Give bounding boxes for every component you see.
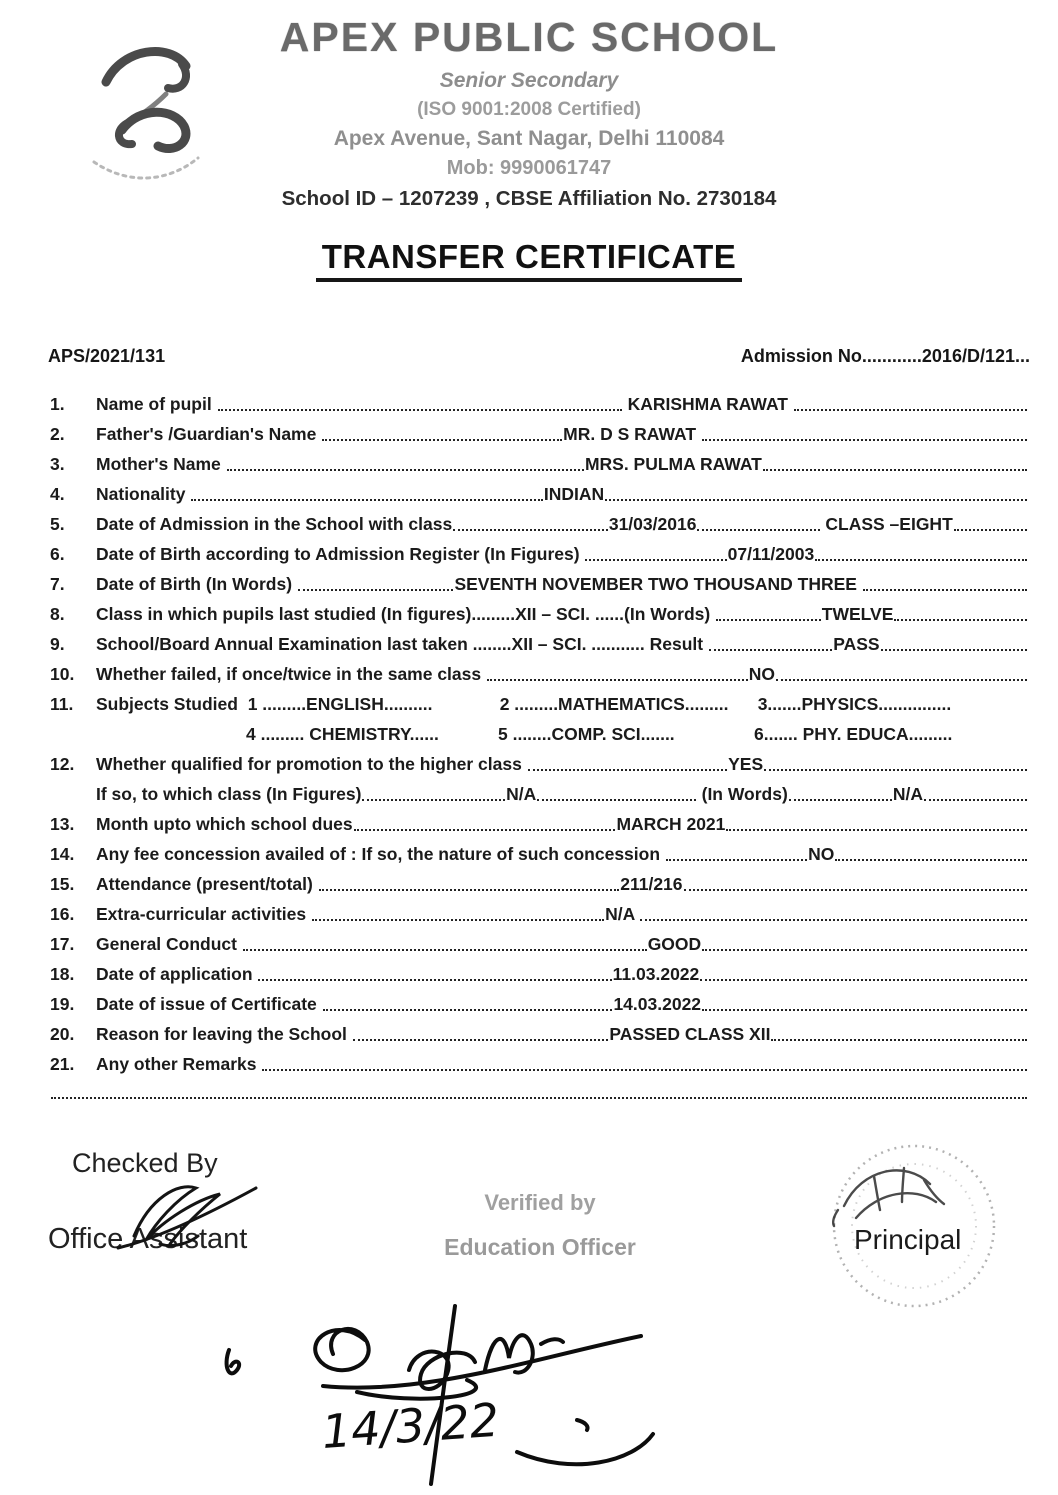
line-content [96, 573, 1028, 595]
line-text: SEVENTH NOVEMBER TWO THOUSAND THREE [454, 574, 862, 594]
certificate-line-18 [50, 963, 1028, 985]
header [0, 0, 1058, 211]
dotted-leader [776, 679, 1027, 681]
certificate-items [28, 393, 1030, 1103]
line-text: PASS [833, 634, 880, 654]
dotted-leader [709, 649, 832, 651]
line-content [96, 513, 1028, 535]
dotted-leader [702, 1009, 1027, 1011]
dotted-leader [815, 559, 1027, 561]
title-wrap [0, 238, 1058, 282]
dotted-leader [764, 769, 1027, 771]
education-officer-label: Education Officer [444, 1234, 636, 1260]
dotted-leader [262, 1069, 1027, 1071]
line-text: CLASS –EIGHT [820, 514, 953, 534]
dotted-leader [537, 799, 696, 801]
dotted-leader [319, 889, 620, 891]
dotted-leader [716, 619, 821, 621]
dotted-leader [227, 469, 584, 471]
line-text: INDIAN [543, 484, 605, 504]
line-text: Date of application [96, 964, 258, 984]
school-name: APEX PUBLIC SCHOOL [279, 14, 779, 60]
certificate-line-9 [50, 633, 1028, 655]
line-text: 31/03/2016 [608, 514, 697, 534]
line-number: 15. [50, 874, 75, 894]
line-number: 19. [50, 994, 75, 1014]
line-text: Father's /Guardian's Name [96, 424, 322, 444]
line-text: Date of Birth (In Words) [96, 574, 297, 594]
certificate-line-10 [50, 663, 1028, 685]
line-text: Extra-curricular activities [96, 904, 311, 924]
line-number: 17. [50, 934, 75, 954]
line-number: 7. [50, 574, 65, 594]
dotted-leader [312, 919, 604, 921]
school-logo-icon [82, 34, 210, 184]
line-content [96, 843, 1028, 865]
line-text: MARCH 2021 [616, 814, 726, 834]
certificate-line-4 [50, 483, 1028, 505]
line-number: 9. [50, 634, 65, 654]
dotted-leader [700, 979, 1027, 981]
certificate-line-5 [50, 513, 1028, 535]
dotted-leader [487, 679, 748, 681]
school-address: Apex Avenue, Sant Nagar, Delhi 110084 [333, 127, 725, 150]
reference-number: APS/2021/131 [48, 346, 166, 366]
certificate-line-13 [50, 813, 1028, 835]
line-content [96, 483, 1028, 505]
dotted-leader [362, 799, 505, 801]
line-text: Date of Birth according to Admission Register (In Figures) [96, 544, 585, 564]
principal-block [778, 1140, 1044, 1320]
verified-by-label: Verified by [484, 1190, 596, 1215]
line-text: Reason for leaving the School [96, 1024, 352, 1044]
line-number: 14. [50, 844, 75, 864]
dotted-leader [322, 439, 562, 441]
line-number: 3. [50, 454, 65, 474]
main-signature-icon [205, 1300, 685, 1492]
line-text: Name of pupil [96, 394, 217, 414]
dotted-leader [771, 1039, 1027, 1041]
signature-date: 14/3/22 [320, 1392, 501, 1459]
certificate-line-7 [50, 573, 1028, 595]
checked-by-block [48, 1148, 247, 1256]
line-number: 10. [50, 664, 75, 684]
line-text: School/Board Annual Examination last taken ........XII – SCI. ........... Result [96, 634, 708, 654]
document-title: TRANSFER CERTIFICATE [316, 238, 743, 282]
line-text: 211/216 [620, 874, 683, 894]
line-text: N/A [605, 904, 640, 924]
line-text: GOOD [647, 934, 702, 954]
checked-by-label: Checked By [72, 1148, 218, 1178]
dotted-leader [640, 919, 1027, 921]
certificate-line-21 [50, 1053, 1028, 1075]
dotted-leader [702, 439, 1027, 441]
dotted-leader [585, 559, 726, 561]
verified-by-block [420, 1190, 660, 1261]
dotted-leader [528, 769, 727, 771]
line-text: Date of issue of Certificate [96, 994, 322, 1014]
dotted-leader [605, 499, 1027, 501]
dotted-leader [697, 529, 819, 531]
line-text: Attendance (present/total) [96, 874, 318, 894]
dotted-leader [666, 859, 807, 861]
line-text: 11.03.2022 [612, 964, 700, 984]
dotted-leader [191, 499, 543, 501]
line-text: Whether failed, if once/twice in the same class [96, 664, 486, 684]
dotted-leader [684, 889, 1027, 891]
dotted-leader [243, 949, 647, 951]
line-text: Month upto which school dues [96, 814, 353, 834]
line-content [96, 633, 1028, 655]
line-content [96, 993, 1028, 1015]
certificate-line-14 [50, 843, 1028, 865]
dotted-leader [881, 649, 1027, 651]
subject-cell: 3.......PHYSICS............... [757, 694, 952, 714]
line-number: 1. [50, 394, 65, 414]
line-content [96, 933, 1028, 955]
line-text: Date of Admission in the School with class [96, 514, 453, 534]
line-content [96, 753, 1028, 775]
line-number: 20. [50, 1024, 75, 1044]
line-text: N/A [892, 784, 923, 804]
line-content [96, 903, 1028, 925]
certificate-line-8 [50, 603, 1028, 625]
dotted-leader [794, 409, 1027, 411]
dotted-leader [726, 829, 1027, 831]
line-content [50, 1097, 1028, 1103]
dotted-leader [835, 859, 1027, 861]
line-text: If so, to which class (In Figures) [96, 784, 362, 804]
dotted-leader [954, 529, 1027, 531]
dotted-leader [702, 949, 1027, 951]
certificate-line-16 [50, 903, 1028, 925]
dotted-leader [51, 1097, 1027, 1099]
line-text: NO [748, 664, 775, 684]
dotted-leader [763, 469, 1027, 471]
certificate-line-19 [50, 993, 1028, 1015]
line-content [96, 723, 1028, 745]
line-number: 5. [50, 514, 65, 534]
dotted-leader [218, 409, 622, 411]
admission-number-value: 2016/D/121... [921, 346, 1030, 366]
school-id-line: School ID – 1207239 , CBSE Affiliation No. 2730184 [281, 187, 777, 210]
certificate-line-3 [50, 453, 1028, 475]
line-text: Class in which pupils last studied (In figures).........XII – SCI. ......(In Words) [96, 604, 716, 624]
line-content [96, 693, 1028, 715]
office-assistant-signature-icon [100, 1174, 290, 1258]
dotted-leader [924, 799, 1027, 801]
line-text: YES [728, 754, 764, 774]
dotted-leader [863, 589, 1027, 591]
line-content [96, 813, 1028, 835]
subject-cell: 5 ........COMP. SCI....... [498, 724, 675, 744]
certificate-line-17 [50, 933, 1028, 955]
dotted-leader [789, 799, 892, 801]
dotted-leader [354, 829, 616, 831]
line-content [96, 963, 1028, 985]
line-content [96, 1023, 1028, 1045]
line-content [96, 663, 1028, 685]
subject-cell: 1 .........ENGLISH.......... [247, 694, 433, 714]
certificate-line-15 [50, 873, 1028, 895]
dotted-leader [453, 529, 608, 531]
certificate-line-1 [50, 393, 1028, 415]
line-text: NO [808, 844, 835, 864]
line-text: 07/11/2003 [727, 544, 815, 564]
principal-label: Principal [854, 1224, 962, 1255]
school-subtitle: Senior Secondary [439, 69, 619, 92]
certificate-line-20 [50, 1023, 1028, 1045]
line-text: PASSED CLASS XII [609, 1024, 771, 1044]
line-text: Any fee concession availed of : If so, the nature of such concession [96, 844, 665, 864]
line-text: KARISHMA RAWAT [622, 394, 793, 414]
line-text: MR. D S RAWAT [563, 424, 701, 444]
line-number: 6. [50, 544, 65, 564]
line-number: 12. [50, 754, 75, 774]
line-content [96, 603, 1028, 625]
line-number [50, 783, 96, 805]
line-content [96, 783, 1028, 805]
certificate-line-cont-11 [50, 723, 1028, 745]
line-text: MRS. PULMA RAWAT [584, 454, 762, 474]
line-text: Nationality [96, 484, 191, 504]
subject-cell: 2 .........MATHEMATICS......... [499, 694, 729, 714]
line-number: 8. [50, 604, 65, 624]
line-text: N/A [506, 784, 537, 804]
certificate-line-11 [50, 693, 1028, 715]
certificate-line-2 [50, 423, 1028, 445]
line-text: Mother's Name [96, 454, 226, 474]
dotted-leader [353, 1039, 609, 1041]
certificate-line-cont-13 [50, 783, 1028, 805]
line-text: TWELVE [821, 604, 894, 624]
certificate-line-cont-23 [50, 1097, 1028, 1103]
school-mobile: Mob: 9990061747 [446, 157, 612, 179]
certification-line: (ISO 9001:2008 Certified) [417, 99, 641, 120]
line-number: 16. [50, 904, 75, 924]
subject-cell: 6....... PHY. EDUCA......... [754, 724, 953, 744]
dotted-leader [323, 1009, 613, 1011]
dotted-leader [258, 979, 611, 981]
line-text: Any other Remarks [96, 1054, 262, 1074]
office-assistant-label: Office Assistant [48, 1223, 248, 1255]
line-number: 13. [50, 814, 75, 834]
subject-cell: 4 ......... CHEMISTRY...... [246, 724, 439, 744]
reference-row [48, 346, 1030, 367]
line-content [96, 873, 1028, 895]
line-number: 18. [50, 964, 75, 984]
certificate-line-12 [50, 753, 1028, 775]
line-number [50, 723, 96, 745]
certificate-line-6 [50, 543, 1028, 565]
line-text: Subjects Studied [96, 694, 248, 714]
admission-number [741, 346, 1030, 367]
line-content [96, 543, 1028, 565]
line-text: 14.03.2022 [613, 994, 702, 1014]
admission-number-label: Admission No............ [740, 346, 922, 366]
line-text: General Conduct [96, 934, 242, 954]
dotted-leader [298, 589, 454, 591]
line-number: 21. [50, 1054, 75, 1074]
line-text: Whether qualified for promotion to the higher class [96, 754, 527, 774]
line-content [96, 393, 1028, 415]
line-number: 2. [50, 424, 65, 444]
line-number: 4. [50, 484, 65, 504]
line-content [96, 1053, 1028, 1075]
line-number: 11. [50, 694, 74, 714]
line-content [96, 423, 1028, 445]
dotted-leader [894, 619, 1027, 621]
line-text: (In Words) [696, 784, 788, 804]
line-content [96, 453, 1028, 475]
